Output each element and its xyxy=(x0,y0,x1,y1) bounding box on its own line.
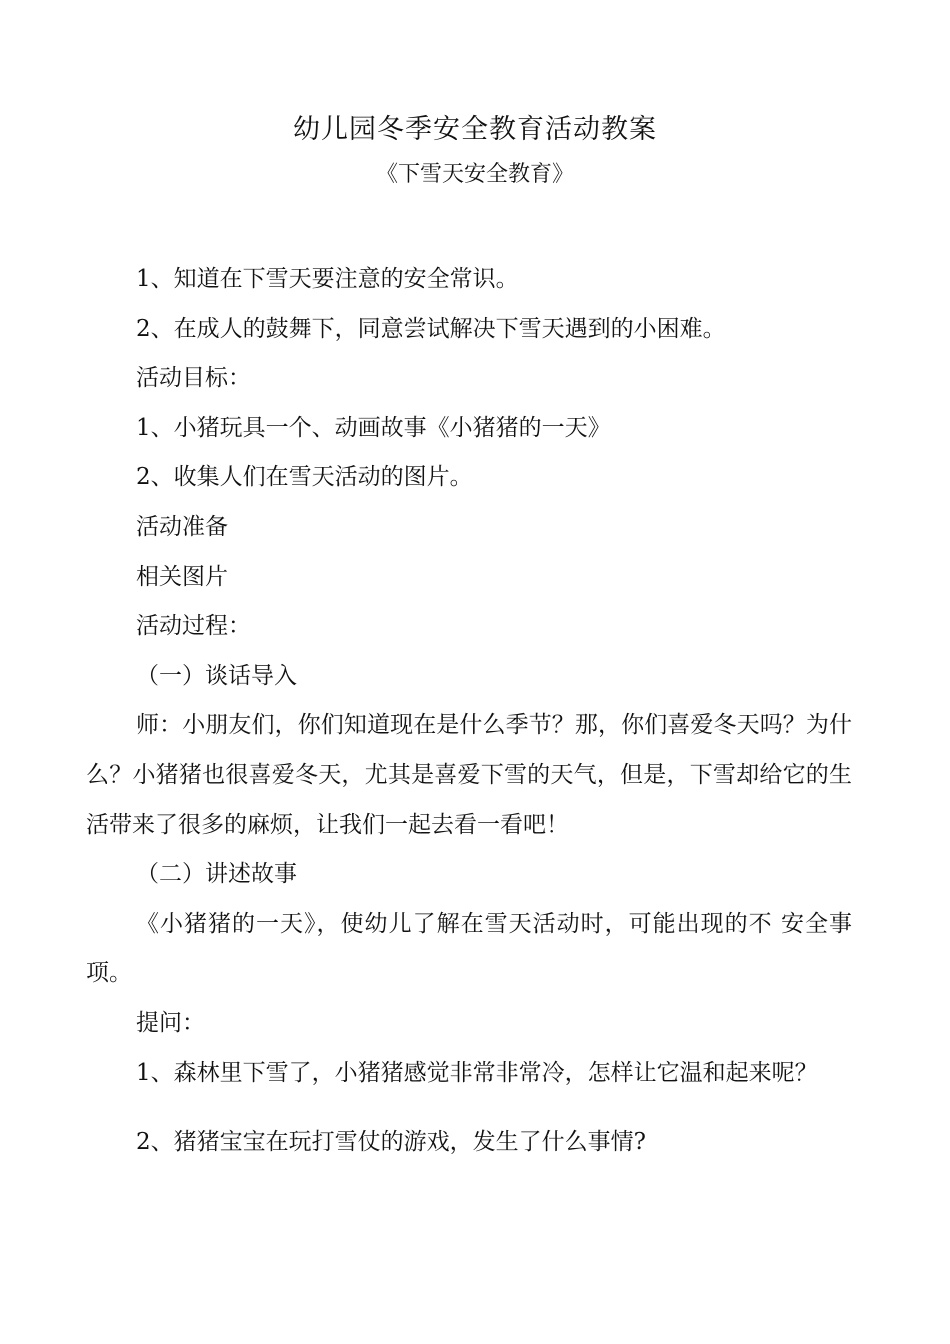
document-body xyxy=(86,255,852,1168)
paragraph: 1、小猪玩具一个、动画故事《小猪猪的一天》 xyxy=(136,414,611,441)
subsection-heading: （一）谈话导入 xyxy=(136,662,297,689)
section-heading: 活动目标： xyxy=(136,365,251,392)
paragraph: 提问： xyxy=(136,1009,205,1036)
paragraph: 2、收集人们在雪天活动的图片。 xyxy=(136,464,473,491)
paragraph: 1、知道在下雪天要注意的安全常识。 xyxy=(136,266,519,292)
paragraph: 相关图片 xyxy=(136,563,228,590)
paragraph: 2、在成人的鼓舞下，同意尝试解决下雪天遇到的小困难。 xyxy=(136,315,726,342)
paragraph: 师：小朋友们，你们知道现在是什么季节？那，你们喜爱冬天吗？为什么？小猪猪也很喜爱冬天，尤其是喜爱下雪的天气，但是，下雪却给它的生活带来了很多的麻烦，让我们一起去看一看吧！ xyxy=(86,712,852,838)
subsection-heading: （二）讲述故事 xyxy=(136,861,297,888)
document-subtitle: 《下雪天安全教育》 xyxy=(375,162,574,187)
paragraph: 《小猪猪的一天》，使幼儿了解在雪天活动时，可能出现的不 安全事项。 xyxy=(86,910,852,987)
section-heading: 活动过程： xyxy=(136,613,251,640)
section-heading: 活动准备 xyxy=(136,513,228,540)
document-title: 幼儿园冬季安全教育活动教案 xyxy=(293,114,657,145)
paragraph: 2、猪猪宝宝在玩打雪仗的游戏，发生了什么事情? xyxy=(136,1129,646,1156)
paragraph: 1、森林里下雪了，小猪猪感觉非常非常冷，怎样让它温和起来呢？ xyxy=(136,1059,818,1086)
spacer xyxy=(86,1098,852,1118)
